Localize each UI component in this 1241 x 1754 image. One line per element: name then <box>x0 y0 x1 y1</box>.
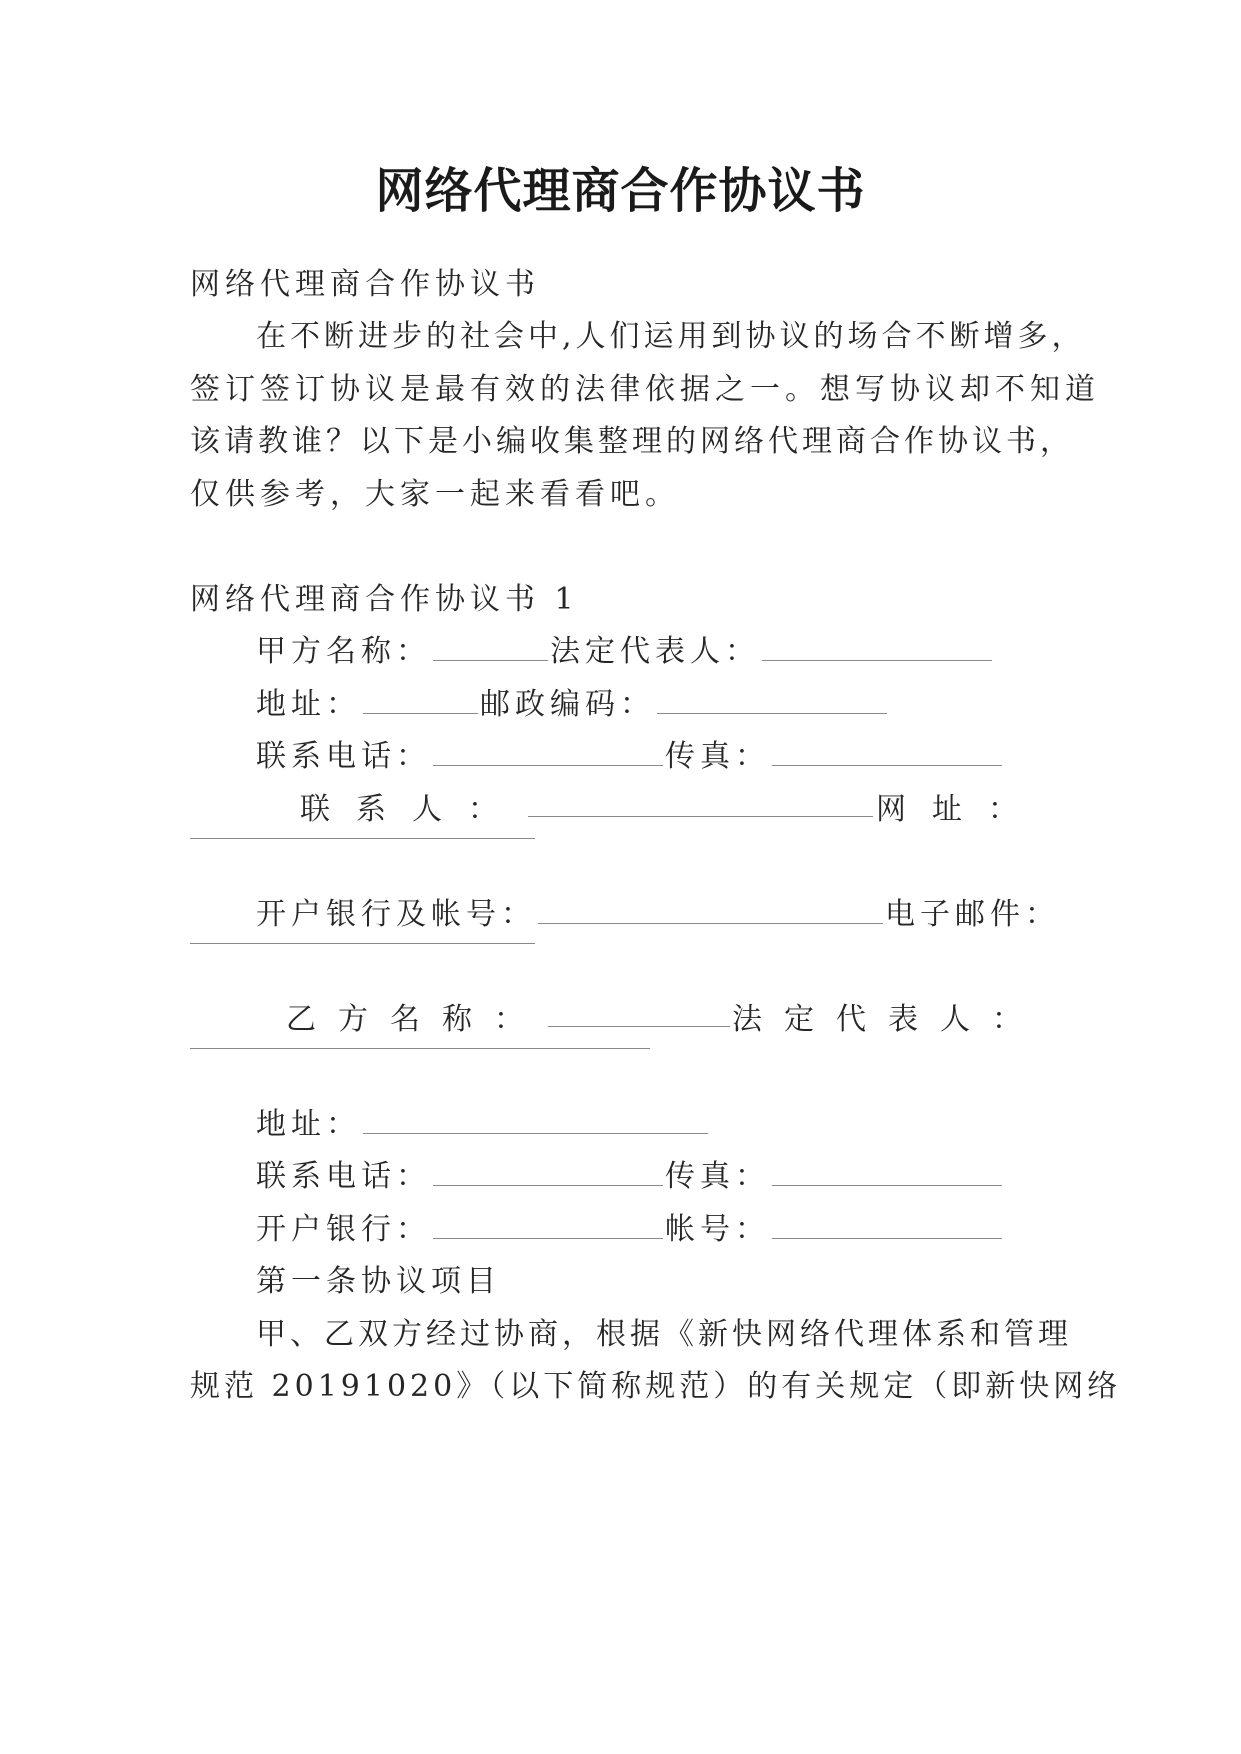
party-b-fax-blank[interactable] <box>772 1159 1002 1186</box>
party-b-phone-label: 联系电话： <box>256 1159 431 1194</box>
party-b-phone-row <box>256 1157 1004 1197</box>
party-a-email-blank[interactable] <box>190 943 535 944</box>
article-1-line-2: 规范 20191020》（以下简称规范）的有关规定（即新快网络 <box>190 1369 1122 1404</box>
party-b-bank-label: 开户银行： <box>256 1212 431 1247</box>
party-a-phone-row <box>256 737 1004 777</box>
party-b-rep-label: 法定代表人： <box>732 1002 1044 1037</box>
party-b-name-blank[interactable] <box>548 1000 730 1027</box>
party-a-address-label: 地址： <box>256 687 361 722</box>
party-a-name-label: 甲方名称： <box>256 634 431 669</box>
party-b-name-label: 乙方名称： <box>286 1002 546 1037</box>
party-a-name-blank[interactable] <box>433 634 548 661</box>
party-b-address-blank[interactable] <box>363 1107 708 1134</box>
party-a-postcode-label: 邮政编码： <box>480 687 655 722</box>
party-a-contact-row <box>190 790 1044 830</box>
party-a-website-label: 网址： <box>876 792 1044 827</box>
party-b-fax-label: 传真： <box>665 1159 770 1194</box>
party-b-rep-blank[interactable] <box>190 1048 650 1049</box>
document-title: 网络代理商合作协议书 <box>375 163 866 219</box>
party-a-address-row <box>256 685 889 725</box>
party-a-address-blank[interactable] <box>363 687 478 714</box>
party-a-name-row <box>256 632 994 672</box>
intro-line-2: 签订签订协议是最有效的法律依据之一。想写协议却不知道 <box>190 372 1100 407</box>
party-a-email-label: 电子邮件： <box>885 897 1060 932</box>
party-a-bank-row <box>256 895 1060 935</box>
party-a-bank-label: 开户银行及帐号： <box>256 897 536 932</box>
party-b-name-row <box>190 1000 1044 1040</box>
intro-heading: 网络代理商合作协议书 <box>190 267 540 302</box>
article-1-heading: 第一条协议项目 <box>256 1264 501 1299</box>
party-b-address-row <box>256 1105 710 1145</box>
party-a-postcode-blank[interactable] <box>657 687 887 714</box>
party-a-rep-label: 法定代表人： <box>550 634 760 669</box>
party-a-contact-blank[interactable] <box>528 790 873 817</box>
party-a-fax-label: 传真： <box>665 739 770 774</box>
party-a-website-blank[interactable] <box>190 838 535 839</box>
party-b-phone-blank[interactable] <box>433 1159 663 1186</box>
intro-line-4: 仅供参考，大家一起来看看吧。 <box>190 477 680 512</box>
party-b-account-label: 帐号： <box>665 1212 770 1247</box>
party-a-rep-blank[interactable] <box>762 634 992 661</box>
party-b-address-label: 地址： <box>256 1107 361 1142</box>
intro-line-3: 该请教谁？以下是小编收集整理的网络代理商合作协议书， <box>190 424 1074 459</box>
party-a-contact-label: 联系人： <box>300 792 524 827</box>
party-a-phone-blank[interactable] <box>433 739 663 766</box>
party-b-account-blank[interactable] <box>772 1212 1002 1239</box>
party-b-bank-row <box>256 1210 1004 1250</box>
party-a-phone-label: 联系电话： <box>256 739 431 774</box>
article-1-line-1: 甲、乙双方经过协商，根据《新快网络代理体系和管理 <box>256 1317 1072 1352</box>
section-heading: 网络代理商合作协议书 1 <box>190 582 579 617</box>
party-b-bank-blank[interactable] <box>433 1212 663 1239</box>
party-a-fax-blank[interactable] <box>772 739 1002 766</box>
party-a-bank-blank[interactable] <box>538 897 883 924</box>
intro-line-1: 在不断进步的社会中,人们运用到协议的场合不断增多， <box>256 319 1086 354</box>
